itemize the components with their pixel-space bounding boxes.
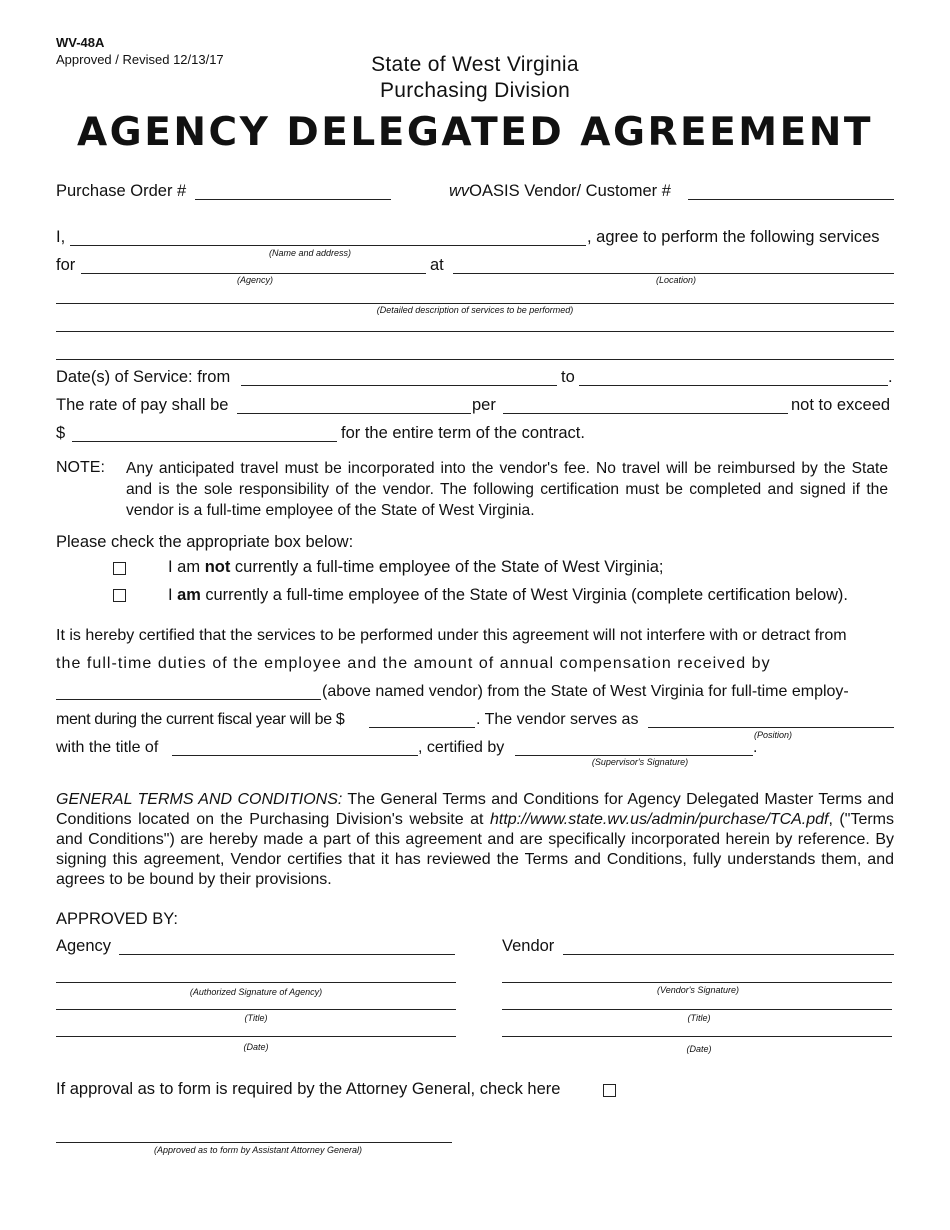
per-label: per (472, 396, 496, 414)
at-label: at (430, 256, 444, 274)
agency-title-line[interactable] (56, 1009, 456, 1010)
opt2-a: I (168, 586, 178, 604)
vendor-title-line[interactable] (502, 1009, 892, 1010)
checkbox-instruction: Please check the appropriate box below: (56, 533, 354, 551)
agency-title-caption: (Title) (244, 1013, 268, 1023)
vendor-customer-label-text: OASIS Vendor/ Customer # (469, 182, 671, 200)
position-caption: (Position) (753, 730, 792, 740)
form-id: WV-48A (56, 35, 105, 50)
position-field[interactable] (648, 727, 894, 728)
terms-url-link[interactable]: http://www.state.wv.us/admin/purchase/TCA.pdf (489, 811, 829, 828)
supervisor-signature-field[interactable] (515, 755, 753, 756)
attorney-general-caption: (Approved as to form by Assistant Attorney General) (154, 1145, 362, 1155)
vendor-title-caption: (Title) (687, 1013, 711, 1023)
page-title: AGENCY DELEGATED AGREEMENT (77, 110, 873, 155)
agency-approval-field[interactable] (119, 954, 455, 955)
not-employee-checkbox[interactable] (113, 562, 126, 575)
purchase-order-label: Purchase Order # (56, 182, 187, 200)
location-field[interactable] (453, 273, 894, 274)
note-label: NOTE: (56, 459, 105, 476)
to-label: to (561, 368, 575, 386)
vendor-signature-line[interactable] (502, 982, 892, 983)
dates-period: . (888, 368, 893, 386)
state-name: State of West Virginia (371, 53, 579, 76)
purchase-order-field[interactable] (195, 199, 391, 200)
date-from-field[interactable] (241, 385, 557, 386)
vendor-date-caption: (Date) (686, 1044, 712, 1054)
cert-line-4a: ment during the current fiscal year will be $ (56, 711, 345, 728)
dollar-label: $ (56, 424, 66, 442)
location-caption: (Location) (655, 275, 697, 285)
is-employee-option (168, 586, 848, 605)
per-field[interactable] (503, 413, 788, 414)
cert-period: . (753, 739, 758, 756)
cert-line-3: (above named vendor) from the State of West Virginia for full-time employ- (322, 683, 849, 700)
approved-by-heading: APPROVED BY: (56, 910, 178, 928)
name-address-field[interactable] (70, 245, 586, 246)
revision-date: Approved / Revised 12/13/17 (56, 52, 224, 67)
terms-paragraph (56, 790, 894, 890)
vendor-approval-field[interactable] (563, 954, 894, 955)
vendor-name-field[interactable] (56, 699, 321, 700)
date-to-field[interactable] (579, 385, 888, 386)
for-label: for (56, 256, 76, 274)
cert-line-5b: , certified by (418, 739, 505, 756)
opt2-emphasis: am (177, 586, 201, 604)
title-field[interactable] (172, 755, 418, 756)
opt1-emphasis: not (204, 558, 231, 576)
compensation-field[interactable] (369, 727, 475, 728)
agency-date-caption: (Date) (243, 1042, 269, 1052)
agency-signature-line[interactable] (56, 982, 456, 983)
terms-heading: GENERAL TERMS AND CONDITIONS: (56, 791, 343, 808)
description-line-2[interactable] (56, 331, 894, 332)
cert-line-5a: with the title of (56, 739, 159, 756)
agency-caption: (Agency) (236, 275, 273, 285)
agree-text: , agree to perform the following services (587, 228, 880, 246)
attorney-general-text: If approval as to form is required by the Attorney General, check here (56, 1080, 561, 1098)
vendor-signature-caption: (Vendor's Signature) (657, 985, 739, 995)
description-line-3[interactable] (56, 359, 894, 360)
vendor-customer-field[interactable] (688, 199, 894, 200)
cert-line-1: It is hereby certified that the services to be performed under this agreement will not interfere with or detract from (56, 627, 847, 644)
vendor-customer-label (449, 182, 671, 201)
agency-signature-caption: (Authorized Signature of Agency) (189, 987, 323, 997)
term-text: for the entire term of the contract. (341, 424, 585, 442)
rate-label: The rate of pay shall be (56, 396, 229, 414)
wv-prefix: wv (449, 182, 470, 200)
terms-text-2: , ("Terms and Conditions") are hereby made a part of this agreement and are specifically incorporated herein by reference. By signing this agreement, Vendor certifies that it has reviewed the Terms and Conditions, fully understands them, and agrees to be bound by their provisions. (56, 811, 894, 888)
is-employee-checkbox[interactable] (113, 589, 126, 602)
rate-field[interactable] (237, 413, 471, 414)
terms-text-1: The General Terms and Conditions for Agency Delegated Master Terms and Conditions located on the Purchasing Division's website at (56, 791, 895, 828)
vendor-approval-label: Vendor (502, 937, 555, 955)
cert-line-2: the full-time duties of the employee and the amount of annual compensation received by (56, 655, 771, 672)
description-caption: (Detailed description of services to be performed) (376, 305, 574, 315)
vendor-date-line[interactable] (502, 1036, 892, 1037)
opt1-a: I am (168, 558, 205, 576)
i-label: I, (56, 228, 66, 246)
description-line-1[interactable] (56, 303, 894, 304)
opt1-c: currently a full-time employee of the State of West Virginia; (230, 558, 664, 576)
not-exceed-label: not to exceed (791, 396, 891, 414)
supervisor-caption: (Supervisor's Signature) (591, 757, 689, 767)
agency-field[interactable] (81, 273, 426, 274)
attorney-general-signature-line[interactable] (56, 1142, 452, 1143)
attorney-general-checkbox[interactable] (603, 1084, 616, 1097)
division-name: Purchasing Division (379, 79, 571, 102)
name-address-caption: (Name and address) (268, 248, 352, 258)
opt2-c: currently a full-time employee of the State of West Virginia (complete certification below). (200, 586, 848, 604)
note-text: Any anticipated travel must be incorporated into the vendor's fee. No travel will be reimbursed by the State and is the sole responsibility of the vendor. The following certification must be completed and signed if the vendor is a full-time employee of the State of West Virginia. (126, 460, 888, 519)
not-employee-option (168, 558, 664, 577)
agency-date-line[interactable] (56, 1036, 456, 1037)
cert-line-4b: . The vendor serves as (476, 711, 639, 728)
agency-approval-label: Agency (56, 937, 112, 955)
dates-label: Date(s) of Service: from (56, 368, 231, 386)
max-amount-field[interactable] (72, 441, 337, 442)
